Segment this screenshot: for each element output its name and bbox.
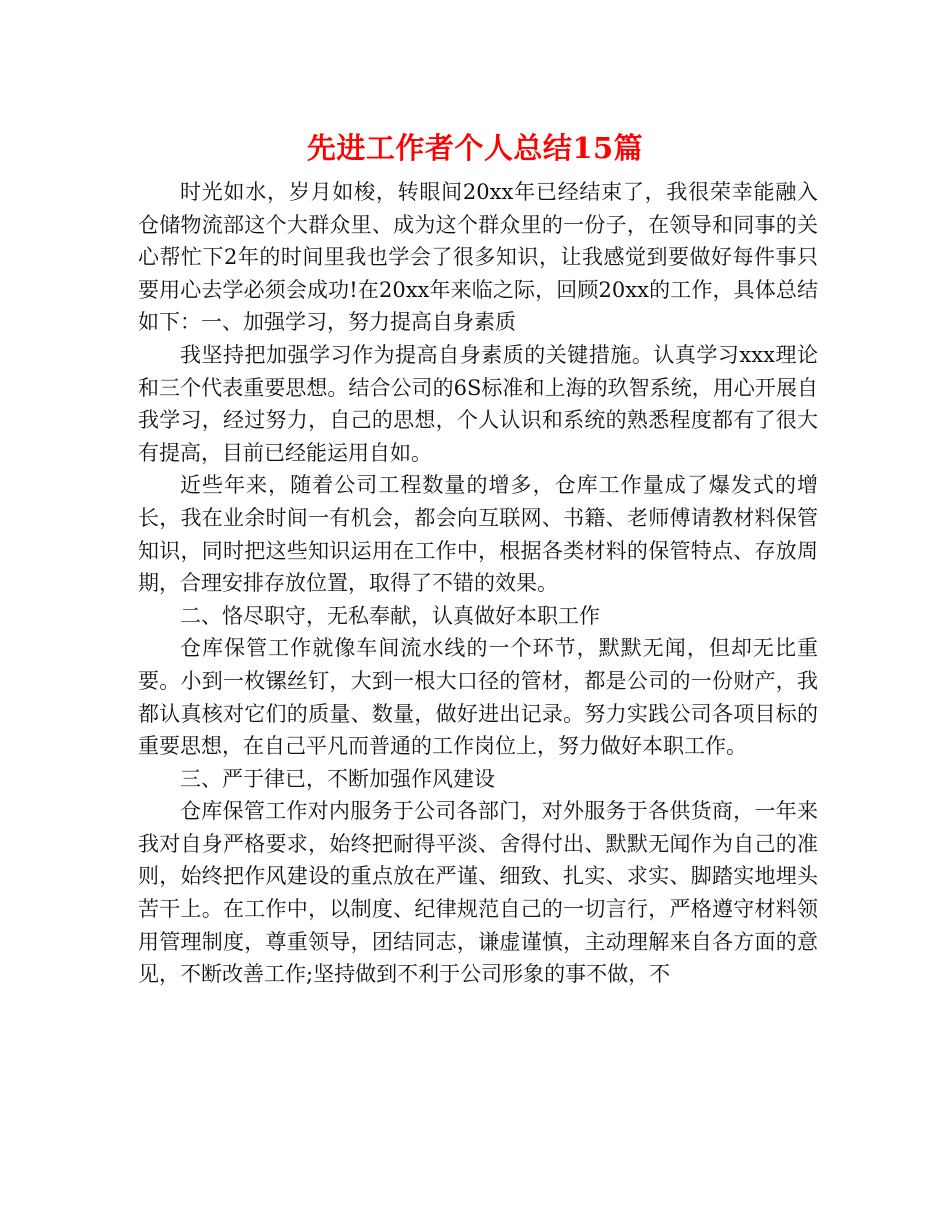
paragraph-discipline: 仓库保管工作对内服务于公司各部门，对外服务于各供货商，一年来我对自身严格要求，始终把耐得平淡、舍得付出、默默无闻作为自己的准则，始终把作风建设的重点放在严谨、细致、扎实、求实、脚踏实地埋头苦干上。在工作中，以制度、纪律规范自己的一切言行，严格遵守材料领用管理制度，尊重领导，团结同志，谦虚谨慎，主动理解来自各方面的意见，不断改善工作;坚持做到不利于公司形象的事不做，不 (138, 799, 818, 987)
section-heading-discipline: 三、严于律已，不断加强作风建设 (180, 766, 495, 791)
section-heading-duty: 二、恪尽职守，无私奉献，认真做好本职工作 (180, 603, 600, 628)
paragraph-workload: 近些年来，随着公司工程数量的增多，仓库工作量成了爆发式的增长，我在业余时间一有机会，都会向互联网、书籍、老师傅请教材料保管知识，同时把这些知识运用在工作中，根据各类材料的保管特点、存放周期，合理安排存放位置，取得了不错的效果。 (138, 473, 818, 596)
paragraph-study: 我坚持把加强学习作为提高自身素质的关键措施。认真学习xxx理论和三个代表重要思想。结合公司的6S标准和上海的玖智系统，用心开展自我学习，经过努力，自己的思想，个人认识和系统的熟悉程度都有了很大有提高，目前已经能运用自如。 (138, 342, 818, 465)
document-title: 先进工作者个人总结15篇 (306, 131, 644, 165)
paragraph-duty: 仓库保管工作就像车间流水线的一个环节，默默无闻，但却无比重要。小到一枚镙丝钉，大到一根大口径的管材，都是公司的一份财产，我都认真核对它们的质量、数量，做好进出记录。努力实践公司各项目标的重要思想，在自己平凡而普通的工作岗位上，努力做好本职工作。 (138, 636, 818, 759)
document-body (138, 176, 818, 991)
paragraph-intro: 时光如水，岁月如梭，转眼间20xx年已经结束了，我很荣幸能融入仓储物流部这个大群众里、成为这个群众里的一份子，在领导和同事的关心帮忙下2年的时间里我也学会了很多知识，让我感觉到要做好每件事只要用心去学必须会成功!在20xx年来临之际，回顾20xx的工作，具体总结如下：一、加强学习，努力提高自身素质 (138, 180, 818, 335)
